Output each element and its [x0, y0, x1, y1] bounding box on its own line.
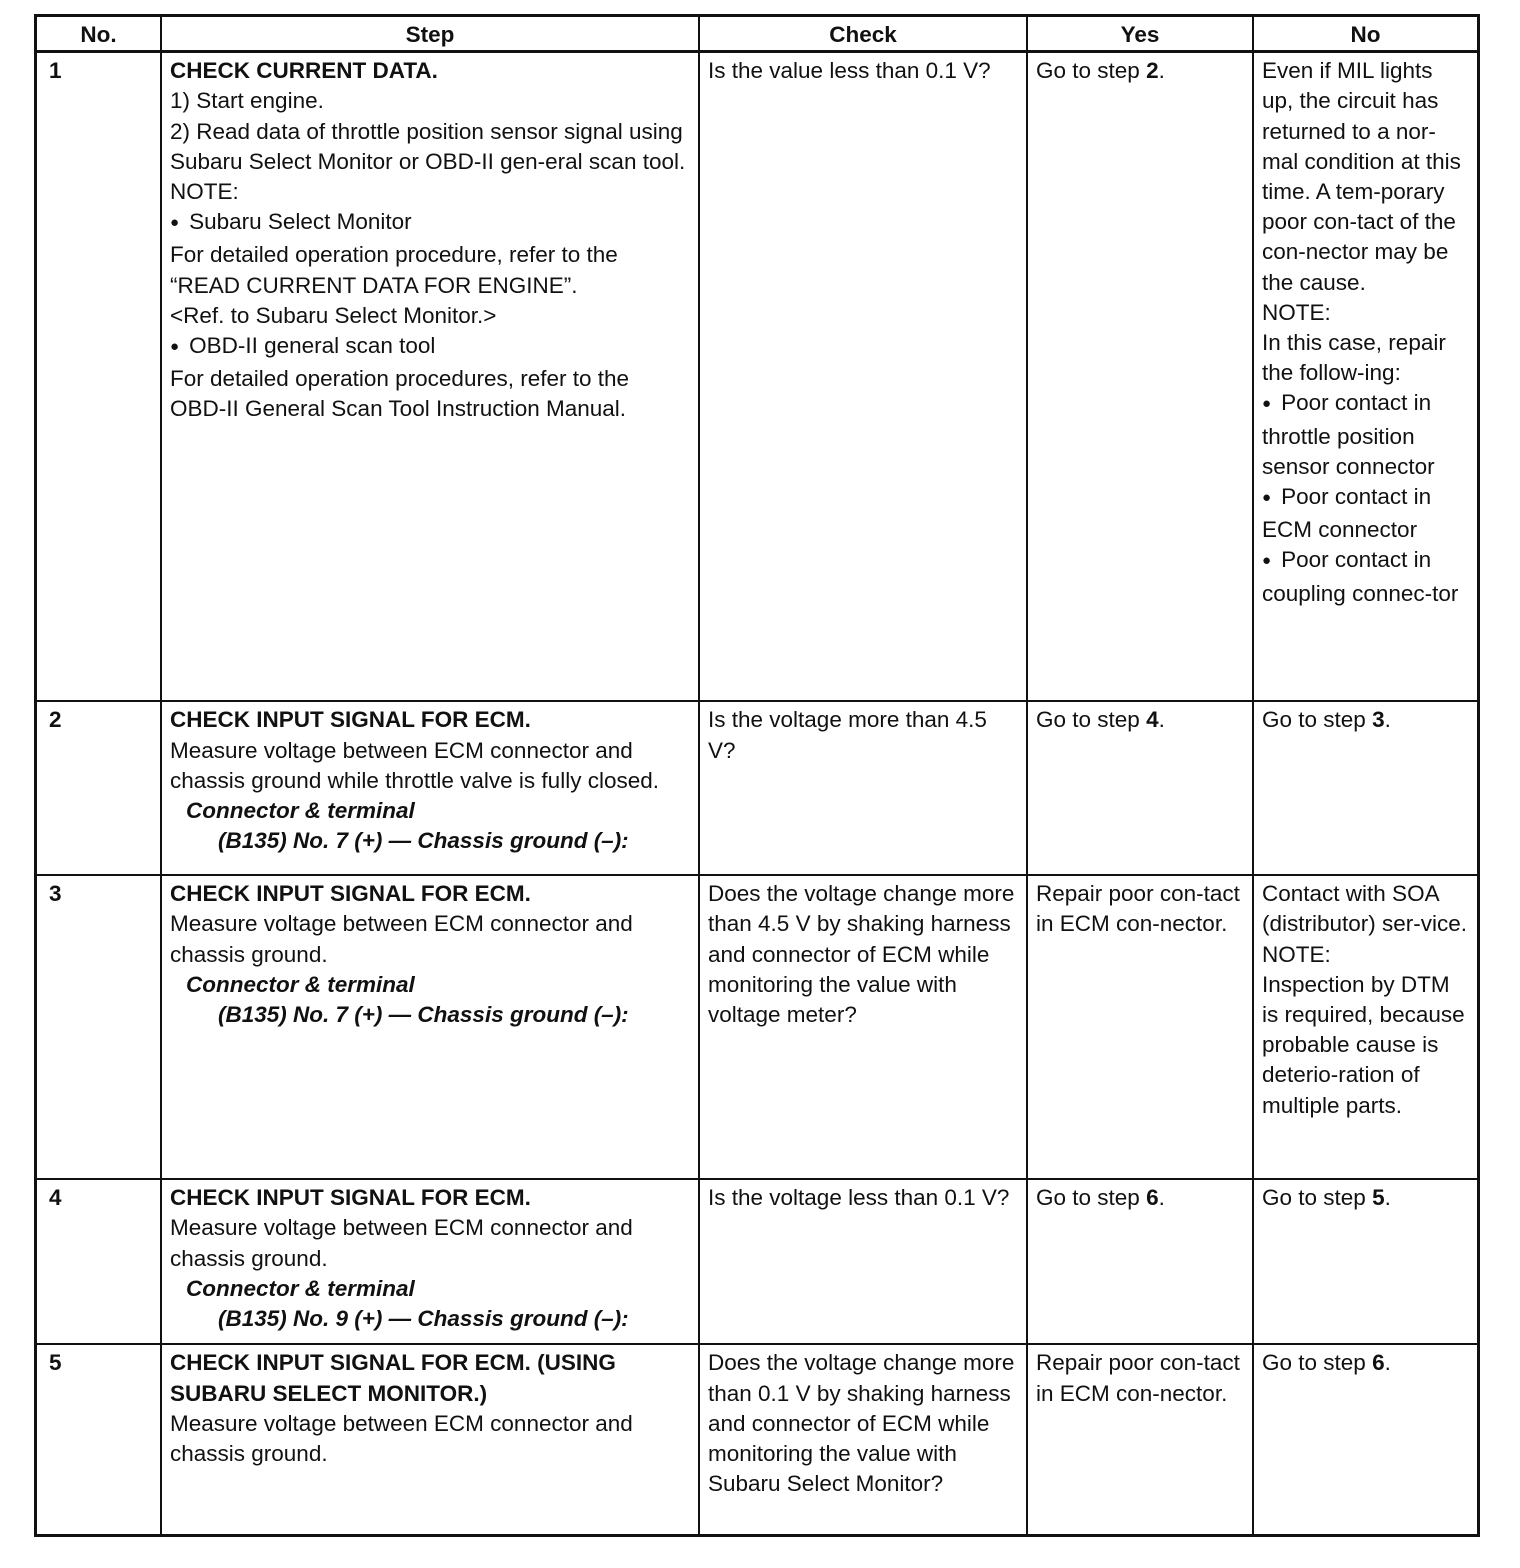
no-cell: [1253, 701, 1477, 875]
no-step-ref: 6: [1372, 1350, 1385, 1376]
step-number: 1: [37, 52, 161, 702]
no-prefix: Go to step: [1262, 1185, 1373, 1211]
no-bullet: ● Poor contact in coupling connec-tor: [1262, 545, 1469, 608]
step-number: 4: [37, 1179, 161, 1344]
no-note-label: NOTE:: [1262, 941, 1331, 967]
check-cell: Is the voltage less than 0.1 V?: [699, 1179, 1027, 1344]
no-text-line: In this case, repair the follow-ing:: [1262, 330, 1446, 386]
step-bullet: ● OBD-II general scan tool: [170, 331, 690, 364]
yes-suffix: .: [1158, 1185, 1165, 1211]
step-title: CHECK CURRENT DATA.: [170, 58, 438, 84]
table-row-3: [37, 875, 1477, 1179]
check-cell: Is the value less than 0.1 V?: [699, 52, 1027, 702]
step-cell: [161, 1344, 699, 1534]
no-suffix: .: [1384, 707, 1391, 733]
header-no: No.: [37, 17, 161, 52]
step-text-line: Measure voltage between ECM connector and chassis ground while throttle valve is fully closed.: [170, 737, 659, 793]
no-prefix: Go to step: [1262, 1350, 1373, 1376]
no-step-ref: 5: [1372, 1185, 1385, 1211]
no-bullet: ● Poor contact in ECM connector: [1262, 482, 1469, 545]
connector-terminal-heading: Connector & terminal: [186, 798, 415, 824]
connector-terminal-value: (B135) No. 7 (+) — Chassis ground (–):: [218, 828, 629, 854]
step-title: CHECK INPUT SIGNAL FOR ECM.: [170, 881, 531, 907]
table-row-1: [37, 52, 1477, 702]
diagnostic-table-sheet: [34, 14, 1480, 1537]
yes-cell: Repair poor con-tact in ECM con-nector.: [1027, 875, 1253, 1179]
step-number: 5: [37, 1344, 161, 1534]
step-cell: [161, 52, 699, 702]
no-suffix: .: [1384, 1185, 1391, 1211]
step-text-line: 1) Start engine.: [170, 88, 324, 114]
yes-cell: Repair poor con-tact in ECM con-nector.: [1027, 1344, 1253, 1534]
header-step: Step: [161, 17, 699, 52]
table-row-2: [37, 701, 1477, 875]
no-cell: [1253, 1344, 1477, 1534]
step-text-line: Measure voltage between ECM connector and chassis ground.: [170, 911, 633, 967]
step-cell: [161, 701, 699, 875]
no-cell: [1253, 1179, 1477, 1344]
yes-cell: [1027, 52, 1253, 702]
connector-terminal-value: (B135) No. 9 (+) — Chassis ground (–):: [218, 1305, 629, 1331]
no-text-line: Inspection by DTM is required, because probable cause is deterio-ration of multiple parts.: [1262, 971, 1465, 1118]
no-note-label: NOTE:: [1262, 299, 1331, 325]
no-prefix: Go to step: [1262, 707, 1373, 733]
no-step-ref: 3: [1372, 707, 1385, 733]
step-text-line: Measure voltage between ECM connector and chassis ground.: [170, 1215, 633, 1271]
step-number: 2: [37, 701, 161, 875]
yes-suffix: .: [1158, 707, 1165, 733]
connector-terminal-value: (B135) No. 7 (+) — Chassis ground (–):: [218, 1001, 629, 1027]
yes-prefix: Go to step: [1036, 58, 1147, 84]
header-yes: Yes: [1027, 17, 1253, 52]
step-text-line: <Ref. to Subaru Select Monitor.>: [170, 302, 497, 328]
check-cell: Does the voltage change more than 4.5 V by shaking harness and connector of ECM while monitoring the value with voltage meter?: [699, 875, 1027, 1179]
no-bullet: ● Poor contact in throttle position sensor connector: [1262, 388, 1469, 482]
yes-cell: [1027, 1179, 1253, 1344]
yes-suffix: .: [1158, 58, 1165, 84]
no-cell: [1253, 875, 1477, 1179]
step-bullet: ● Subaru Select Monitor: [170, 207, 690, 240]
yes-prefix: Go to step: [1036, 707, 1147, 733]
yes-step-ref: 4: [1146, 707, 1159, 733]
table-row-5: [37, 1344, 1477, 1534]
step-cell: [161, 1179, 699, 1344]
yes-prefix: Go to step: [1036, 1185, 1147, 1211]
no-text-line: Even if MIL lights up, the circuit has returned to a nor-mal condition at this time. A tem-porary poor con-tact of the con-nector may be the cause.: [1262, 58, 1461, 295]
no-suffix: .: [1384, 1350, 1391, 1376]
step-title: CHECK INPUT SIGNAL FOR ECM. (USING SUBARU SELECT MONITOR.): [170, 1350, 616, 1406]
header-check: Check: [699, 17, 1027, 52]
connector-terminal-heading: Connector & terminal: [186, 971, 415, 997]
step-text-line: Measure voltage between ECM connector and chassis ground.: [170, 1410, 633, 1466]
step-note-label: NOTE:: [170, 179, 239, 205]
no-text-line: Contact with SOA (distributor) ser-vice.: [1262, 881, 1468, 937]
yes-step-ref: 6: [1146, 1185, 1159, 1211]
step-text-line: 2) Read data of throttle position sensor signal using Subaru Select Monitor or OBD-II gen-eral scan tool.: [170, 118, 686, 174]
step-text-line: For detailed operation procedures, refer to the OBD-II General Scan Tool Instruction Manual.: [170, 366, 630, 422]
step-title: CHECK INPUT SIGNAL FOR ECM.: [170, 1185, 531, 1211]
step-cell: [161, 875, 699, 1179]
yes-cell: [1027, 701, 1253, 875]
table-row-4: [37, 1179, 1477, 1344]
connector-terminal-heading: Connector & terminal: [186, 1275, 415, 1301]
yes-step-ref: 2: [1146, 58, 1159, 84]
no-cell: [1253, 52, 1477, 702]
check-cell: Does the voltage change more than 0.1 V by shaking harness and connector of ECM while monitoring the value with Subaru Select Monitor?: [699, 1344, 1027, 1534]
step-text-line: For detailed operation procedure, refer to the “READ CURRENT DATA FOR ENGINE”.: [170, 242, 618, 298]
step-number: 3: [37, 875, 161, 1179]
diagnostic-procedure-table: [37, 17, 1477, 1534]
check-cell: Is the voltage more than 4.5 V?: [699, 701, 1027, 875]
table-header-row: [37, 17, 1477, 52]
step-title: CHECK INPUT SIGNAL FOR ECM.: [170, 707, 531, 733]
header-no-result: No: [1253, 17, 1477, 52]
